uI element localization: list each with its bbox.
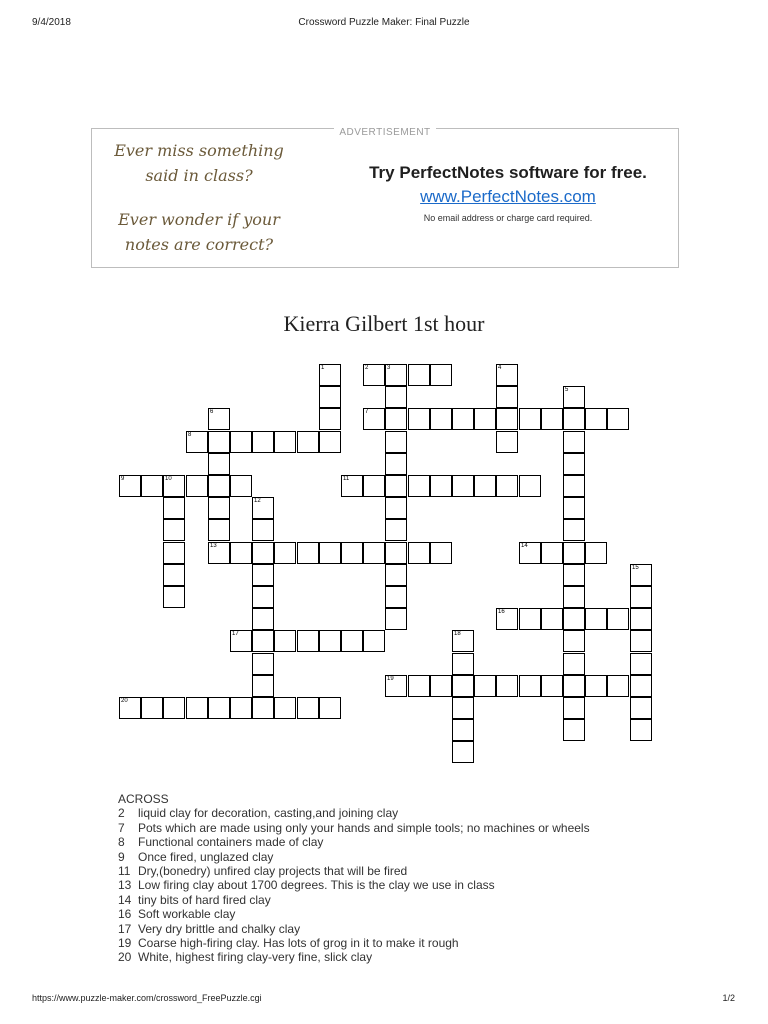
crossword-cell[interactable] [252, 431, 274, 453]
cell-number: 17 [232, 631, 239, 637]
crossword-cell[interactable] [496, 408, 518, 430]
crossword-cell[interactable] [563, 564, 585, 586]
clue-number: 11 [118, 864, 131, 879]
crossword-cell[interactable] [319, 630, 341, 652]
crossword-cell[interactable] [319, 408, 341, 430]
clue-across-11 [118, 864, 590, 878]
ad-label: ADVERTISEMENT [334, 127, 435, 138]
crossword-cell[interactable] [585, 608, 607, 630]
crossword-cell[interactable] [274, 542, 296, 564]
crossword-cell[interactable] [252, 497, 274, 519]
crossword-cell[interactable] [341, 542, 363, 564]
crossword-cell[interactable] [385, 475, 407, 497]
crossword-cell[interactable] [385, 608, 407, 630]
crossword-cell[interactable] [385, 564, 407, 586]
crossword-cell[interactable] [319, 386, 341, 408]
crossword-cell[interactable] [408, 408, 430, 430]
clue-number: 9 [118, 849, 125, 864]
crossword-cell[interactable] [585, 408, 607, 430]
crossword-cell[interactable] [452, 475, 474, 497]
crossword-cell[interactable] [496, 364, 518, 386]
crossword-cell[interactable] [385, 408, 407, 430]
crossword-cell[interactable] [252, 586, 274, 608]
ad-handwritten-question-1 [92, 138, 306, 188]
crossword-cell[interactable] [563, 653, 585, 675]
crossword-cell[interactable] [319, 431, 341, 453]
cell-number: 1 [321, 365, 325, 371]
crossword-cell[interactable] [607, 675, 629, 697]
crossword-cell[interactable] [452, 697, 474, 719]
crossword-cell[interactable] [208, 497, 230, 519]
crossword-cell[interactable] [230, 475, 252, 497]
crossword-cell[interactable] [163, 497, 185, 519]
clue-text: Functional containers made of clay [138, 835, 324, 850]
clue-across-19 [118, 936, 590, 950]
crossword-cell[interactable] [563, 586, 585, 608]
header-date: 9/4/2018 [32, 17, 71, 28]
crossword-cell[interactable] [541, 608, 563, 630]
crossword-cell[interactable] [519, 475, 541, 497]
cell-number: 2 [365, 365, 369, 371]
crossword-cell[interactable] [319, 542, 341, 564]
crossword-cell[interactable] [119, 475, 141, 497]
cell-number: 15 [632, 565, 639, 571]
crossword-cell[interactable] [163, 475, 185, 497]
crossword-cell[interactable] [385, 519, 407, 541]
crossword-cell[interactable] [252, 630, 274, 652]
crossword-cell[interactable] [408, 475, 430, 497]
crossword-cell[interactable] [630, 697, 652, 719]
clue-text: Low firing clay about 1700 degrees. This is the clay we use in class [138, 878, 495, 893]
crossword-cell[interactable] [630, 719, 652, 741]
crossword-cell[interactable] [541, 542, 563, 564]
clue-text: Very dry brittle and chalky clay [138, 921, 301, 936]
crossword-cell[interactable] [563, 675, 585, 697]
crossword-cell[interactable] [607, 408, 629, 430]
clue-number: 20 [118, 950, 132, 965]
crossword-cell[interactable] [252, 653, 274, 675]
crossword-cell[interactable] [208, 408, 230, 430]
clue-text: Once fired, unglazed clay [138, 849, 274, 864]
clue-number: 14 [118, 892, 132, 907]
ad-handwritten-question-2 [92, 207, 306, 257]
crossword-cell[interactable] [452, 630, 474, 652]
ad-hand-line-4: notes are correct? [124, 235, 274, 254]
crossword-cell[interactable] [363, 630, 385, 652]
crossword-cell[interactable] [585, 542, 607, 564]
crossword-cell[interactable] [363, 475, 385, 497]
clue-across-20 [118, 950, 590, 964]
crossword-cell[interactable] [496, 475, 518, 497]
cell-number: 12 [254, 498, 261, 504]
crossword-cell[interactable] [430, 675, 452, 697]
crossword-cell[interactable] [430, 364, 452, 386]
cell-number: 8 [188, 432, 192, 438]
crossword-cell[interactable] [297, 630, 319, 652]
crossword-cell[interactable] [452, 675, 474, 697]
crossword-cell[interactable] [163, 542, 185, 564]
crossword-cell[interactable] [385, 453, 407, 475]
clue-number: 2 [118, 806, 125, 821]
crossword-cell[interactable] [230, 431, 252, 453]
ad-note: No email address or charge card required. [423, 213, 593, 223]
clue-across-13 [118, 878, 590, 892]
cell-number: 9 [121, 476, 125, 482]
crossword-cell[interactable] [385, 675, 407, 697]
crossword-cell[interactable] [186, 697, 208, 719]
crossword-cell[interactable] [563, 542, 585, 564]
cell-number: 5 [565, 387, 569, 393]
clue-text: Coarse high-firing clay. Has lots of grog in it to make it rough [138, 936, 459, 951]
crossword-cell[interactable] [563, 719, 585, 741]
crossword-cell[interactable] [408, 364, 430, 386]
clue-text: White, highest firing clay-very fine, slick clay [138, 950, 373, 965]
cell-number: 11 [343, 476, 350, 482]
clue-across-16 [118, 907, 590, 921]
ad-hand-line-1: Ever miss something [114, 141, 284, 160]
clue-number: 17 [118, 921, 132, 936]
crossword-cell[interactable] [474, 475, 496, 497]
cell-number: 20 [121, 698, 128, 704]
ad-hand-line-2: said in class? [145, 166, 253, 185]
crossword-cell[interactable] [563, 497, 585, 519]
crossword-cell[interactable] [519, 542, 541, 564]
crossword-cell[interactable] [585, 675, 607, 697]
clue-across-7 [118, 821, 590, 835]
crossword-cell[interactable] [474, 408, 496, 430]
crossword-cell[interactable] [141, 475, 163, 497]
crossword-cell[interactable] [385, 497, 407, 519]
crossword-cell[interactable] [385, 386, 407, 408]
crossword-cell[interactable] [297, 697, 319, 719]
cell-number: 16 [498, 609, 505, 615]
cell-number: 14 [521, 543, 528, 549]
crossword-cell[interactable] [385, 431, 407, 453]
crossword-cell[interactable] [230, 542, 252, 564]
ad-hand-line-3: Ever wonder if your [118, 210, 280, 229]
puzzle-title: Kierra Gilbert 1st hour [283, 311, 485, 336]
cell-number: 13 [210, 543, 217, 549]
clue-number: 13 [118, 878, 132, 893]
crossword-cell[interactable] [563, 475, 585, 497]
crossword-cell[interactable] [297, 431, 319, 453]
clue-across-2 [118, 806, 590, 820]
crossword-cell[interactable] [563, 697, 585, 719]
crossword-cell[interactable] [208, 519, 230, 541]
crossword-cell[interactable] [141, 697, 163, 719]
crossword-cell[interactable] [519, 608, 541, 630]
crossword-cell[interactable] [163, 564, 185, 586]
crossword-cell[interactable] [563, 630, 585, 652]
crossword-cell[interactable] [496, 386, 518, 408]
clue-text: Dry,(bonedry) unfired clay projects that will be fired [138, 864, 408, 879]
ad-link[interactable]: www.PerfectNotes.com [420, 187, 596, 206]
crossword-cell[interactable] [541, 408, 563, 430]
crossword-cell[interactable] [496, 608, 518, 630]
crossword-cell[interactable] [630, 653, 652, 675]
clue-text: Pots which are made using only your hands and simple tools; no machines or wheels [138, 820, 590, 835]
crossword-cell[interactable] [496, 675, 518, 697]
crossword-cell[interactable] [607, 608, 629, 630]
crossword-cell[interactable] [252, 675, 274, 697]
advertisement-box[interactable] [91, 128, 679, 268]
crossword-cell[interactable] [230, 697, 252, 719]
crossword-cell[interactable] [452, 741, 474, 763]
crossword-cell[interactable] [163, 697, 185, 719]
crossword-cell[interactable] [319, 364, 341, 386]
crossword-cell[interactable] [208, 475, 230, 497]
across-heading: ACROSS [118, 792, 169, 806]
crossword-cell[interactable] [319, 697, 341, 719]
cell-number: 3 [387, 365, 391, 371]
clue-text: tiny bits of hard fired clay [138, 892, 271, 907]
crossword-cell[interactable] [208, 542, 230, 564]
crossword-cell[interactable] [341, 630, 363, 652]
crossword-cell[interactable] [252, 542, 274, 564]
clues-across [118, 792, 590, 965]
crossword-cell[interactable] [230, 630, 252, 652]
crossword-cell[interactable] [408, 542, 430, 564]
header-title: Crossword Puzzle Maker: Final Puzzle [298, 17, 470, 28]
clue-number: 7 [118, 820, 125, 835]
crossword-cell[interactable] [541, 675, 563, 697]
cell-number: 19 [387, 676, 394, 682]
crossword-cell[interactable] [563, 519, 585, 541]
crossword-cell[interactable] [563, 453, 585, 475]
crossword-cell[interactable] [452, 719, 474, 741]
crossword-cell[interactable] [119, 697, 141, 719]
crossword-cell[interactable] [452, 408, 474, 430]
cell-number: 18 [454, 631, 461, 637]
crossword-cell[interactable] [474, 675, 496, 697]
crossword-cell[interactable] [208, 453, 230, 475]
crossword-cell[interactable] [519, 408, 541, 430]
crossword-cell[interactable] [519, 675, 541, 697]
crossword-cell[interactable] [163, 519, 185, 541]
crossword-cell[interactable] [563, 408, 585, 430]
crossword-cell[interactable] [274, 431, 296, 453]
cell-number: 6 [210, 409, 214, 415]
crossword-cell[interactable] [408, 675, 430, 697]
crossword-cell[interactable] [274, 697, 296, 719]
cell-number: 7 [365, 409, 369, 415]
crossword-cell[interactable] [163, 586, 185, 608]
clue-number: 16 [118, 907, 132, 922]
crossword-cell[interactable] [452, 653, 474, 675]
crossword-cell[interactable] [186, 431, 208, 453]
crossword-cell[interactable] [430, 408, 452, 430]
crossword-cell[interactable] [630, 586, 652, 608]
crossword-cell[interactable] [563, 431, 585, 453]
crossword-cell[interactable] [563, 608, 585, 630]
crossword-cell[interactable] [363, 408, 385, 430]
crossword-cell[interactable] [385, 364, 407, 386]
clue-text: liquid clay for decoration, casting,and joining clay [138, 806, 399, 821]
crossword-cell[interactable] [252, 519, 274, 541]
crossword-cell[interactable] [252, 564, 274, 586]
crossword-cell[interactable] [385, 542, 407, 564]
clue-across-17 [118, 922, 590, 936]
crossword-cell[interactable] [186, 475, 208, 497]
crossword-cell[interactable] [363, 364, 385, 386]
crossword-cell[interactable] [297, 542, 319, 564]
crossword-cell[interactable] [208, 431, 230, 453]
clue-across-9 [118, 850, 590, 864]
crossword-cell[interactable] [252, 608, 274, 630]
crossword-cell[interactable] [385, 586, 407, 608]
crossword-cell[interactable] [430, 542, 452, 564]
crossword-cell[interactable] [563, 386, 585, 408]
clue-number: 8 [118, 835, 125, 850]
crossword-cell[interactable] [496, 431, 518, 453]
clue-number: 19 [118, 936, 132, 951]
crossword-cell[interactable] [430, 475, 452, 497]
clue-across-14 [118, 893, 590, 907]
clue-text: Soft workable clay [138, 907, 236, 922]
crossword-cell[interactable] [630, 630, 652, 652]
crossword-cell[interactable] [630, 608, 652, 630]
footer-page: 1/2 [722, 993, 735, 1003]
crossword-cell[interactable] [630, 564, 652, 586]
cell-number: 10 [165, 476, 172, 482]
ad-headline: Try PerfectNotes software for free. [369, 163, 647, 182]
footer-url: https://www.puzzle-maker.com/crossword_FreePuzzle.cgi [32, 993, 262, 1003]
crossword-cell[interactable] [341, 475, 363, 497]
crossword-cell[interactable] [274, 630, 296, 652]
crossword-cell[interactable] [363, 542, 385, 564]
crossword-cell[interactable] [208, 697, 230, 719]
clue-across-8 [118, 835, 590, 849]
cell-number: 4 [498, 365, 502, 371]
crossword-cell[interactable] [630, 675, 652, 697]
crossword-cell[interactable] [252, 697, 274, 719]
